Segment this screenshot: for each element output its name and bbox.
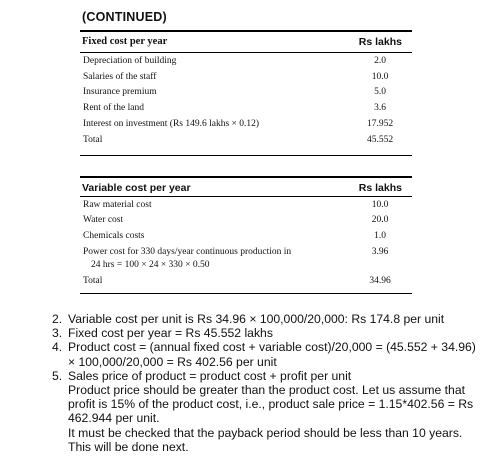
table-bottom-rule: [80, 293, 412, 294]
table-row: [80, 231, 412, 245]
row-value: 3.96: [371, 247, 389, 257]
table-bottom-rule: [80, 155, 412, 156]
table-top-rule: [80, 176, 412, 178]
row-label: Power cost for 330 days/year continuous production in: [83, 247, 292, 257]
note-line: Sales price of product = product cost + profit per unit: [68, 368, 352, 383]
note-item: [52, 369, 472, 454]
note-line: profit is 15% of the product cost, i.e., product sale price = 1.15*402.56 = Rs: [68, 397, 474, 412]
table-row: [80, 87, 412, 101]
note-line: Fixed cost per year = Rs 45.552 lakhs: [68, 326, 273, 341]
row-value: 2.0: [374, 56, 386, 66]
row-value: 1.0: [374, 231, 386, 241]
note-line: This will be done next.: [68, 439, 189, 454]
row-label-continuation: 24 hrs = 100 × 24 × 330 × 0.50: [91, 260, 210, 270]
row-label: Salaries of the staff: [83, 72, 157, 82]
note-line: Product cost = (annual fixed cost + variable cost)/20,000 = (45.552 + 34.96): [68, 340, 476, 355]
table-row: [80, 72, 412, 86]
row-label: Chemicals costs: [83, 231, 145, 241]
note-number: 5.: [52, 368, 63, 383]
row-label: Raw material cost: [83, 200, 152, 210]
table-row: [80, 247, 412, 275]
row-value: 10.0: [371, 200, 389, 210]
row-label: Total: [83, 276, 103, 286]
row-label: Total: [83, 135, 103, 145]
row-label: Insurance premium: [83, 87, 157, 97]
note-item: [52, 326, 472, 340]
variable-cost-unit-header: Rs lakhs: [358, 182, 402, 194]
row-value: 17.952: [366, 119, 394, 129]
row-value: 3.6: [374, 103, 386, 113]
note-line: 462.944 per unit.: [68, 411, 160, 426]
continued-heading: (CONTINUED): [82, 10, 167, 24]
row-label: Interest on investment (Rs 149.6 lakhs × 0.12): [83, 119, 260, 129]
table-row: [80, 56, 412, 70]
table-row: [80, 215, 412, 229]
row-value: 34.96: [369, 276, 391, 286]
note-number: 2.: [52, 312, 63, 326]
table-row: [80, 103, 412, 117]
table-row-total: [80, 135, 412, 149]
note-line: Variable cost per unit is Rs 34.96 × 100,000/20,000: Rs 174.8 per unit: [68, 312, 445, 326]
note-number: 4.: [52, 340, 63, 355]
fixed-cost-unit-header: Rs lakhs: [358, 36, 402, 48]
note-line: × 100,000/20,000 = Rs 402.56 per unit: [68, 354, 277, 369]
note-item: [52, 312, 472, 326]
table-top-rule: [80, 30, 412, 32]
fixed-cost-header: Fixed cost per year: [82, 36, 168, 47]
variable-cost-header: Variable cost per year: [82, 182, 191, 194]
note-item: [52, 340, 476, 369]
table-row-total: [80, 276, 412, 290]
table-row: [80, 200, 412, 214]
row-value: 20.0: [371, 215, 389, 225]
row-label: Depreciation of building: [83, 56, 177, 66]
row-value: 10.0: [371, 72, 389, 82]
row-label: Water cost: [83, 215, 124, 225]
fixed-cost-table: [80, 30, 412, 156]
note-line: Product price should be greater than the product cost. Let us assume that: [68, 383, 466, 398]
calculation-notes: [52, 312, 476, 454]
variable-cost-table: [80, 176, 412, 294]
header-rule: [80, 196, 412, 197]
row-value: 5.0: [374, 87, 386, 97]
table-row: [80, 119, 412, 133]
note-number: 3.: [52, 326, 63, 341]
note-line: It must be checked that the payback period should be less than 10 years.: [68, 425, 463, 440]
row-value: 45.552: [366, 135, 394, 145]
row-label: Rent of the land: [83, 103, 144, 113]
header-rule: [80, 52, 412, 53]
